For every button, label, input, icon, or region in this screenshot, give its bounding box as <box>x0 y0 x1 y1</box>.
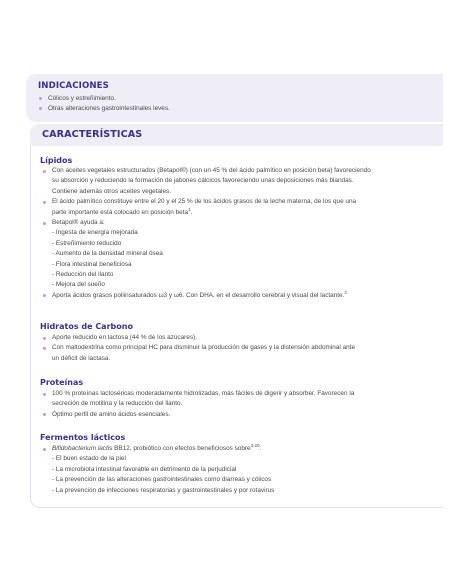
proteinas-block <box>40 389 440 420</box>
indicaciones-list <box>38 94 443 113</box>
lipidos-block <box>40 166 440 301</box>
lipidos-b2-l1: El ácido palmítico constituye entre el 20 y el 25 % de los ácidos grasos de la leche materna, de los que una <box>52 198 357 206</box>
list-item: Cólicos y estreñimiento. <box>38 94 443 104</box>
lipidos-b1-l1: Con aceites vegetales estructurados (Betapol®) (con un 45 % del ácido palmítico en posición beta) favoreciendo <box>52 167 371 174</box>
sub-item: - Estreñimiento reducido <box>52 239 122 247</box>
proteinas-b1-l2: secreción de motilina y la reducción del llanto. <box>52 400 183 408</box>
hidratos-block <box>40 333 440 364</box>
caracteristicas-header <box>30 124 443 146</box>
list-item: Óptimo perfil de amino ácidos esenciales. <box>40 410 440 420</box>
footnote-ref: 1 <box>188 206 191 212</box>
list-item: Aporte reducido en lactosa (44 % de los azúcares). <box>40 333 440 343</box>
sub-item: - Ingesta de energía mejorada <box>52 229 138 237</box>
proteinas-b1-l1: 100 % proteínas lactoséricas moderadamente hidrolizadas, más fáciles de digerir y absorber. Favorecen la <box>52 390 355 397</box>
fermentos-b1-rest: BB12, probiótico con efectos beneficiosos sobre <box>112 445 251 452</box>
sub-item: - Aumento de la densidad mineral ósea <box>52 250 163 258</box>
sub-item: - Mejora del sueño <box>52 281 105 289</box>
footnote-ref: 2 <box>344 289 347 295</box>
lipidos-b4: Aporta ácidos grasos poliinsaturados ω3 y ω6. Con DHA, en el desarrollo cerebral y visual del lactante. <box>52 291 345 299</box>
proteinas-title: Proteínas <box>40 378 84 387</box>
list-item <box>40 389 440 410</box>
fermentos-block <box>40 444 440 496</box>
fermentos-b1-end: : <box>259 445 262 452</box>
sub-item: - El buen estado de la piel <box>52 455 126 463</box>
lipidos-b2-end: . <box>190 208 193 216</box>
fermentos-title: Fermentos lácticos <box>40 433 126 442</box>
lipidos-b1-l3: Contiene además otros aceites vegetales. <box>52 187 172 195</box>
list-item <box>40 166 440 197</box>
list-item <box>40 197 440 218</box>
probiotic-name: Bifidobacterium lactis <box>52 445 113 452</box>
lipidos-b2-l2: parte importante está colocado en posición beta <box>52 208 189 216</box>
sub-item: - La prevención de infecciones respiratorias y gastrointestinales y por rotavirus <box>52 486 275 494</box>
sub-item: - Reducción del llanto <box>52 271 114 279</box>
indicaciones-panel <box>26 74 443 122</box>
lipidos-b1-l2: su absorción y reduciendo la formación de jabones cálcicos favoreciendo unas deposiciones más blandas. <box>52 177 354 185</box>
list-item <box>40 444 440 454</box>
sub-item: - La prevención de las alteraciones gastrointestinales como diarreas y cólicos <box>52 476 272 484</box>
caracteristicas-title: CARACTERÍSTICAS <box>42 129 143 140</box>
list-item: Otras alteraciones gastrointestinales leves. <box>38 104 443 114</box>
list-item: Betapol® ayuda a: <box>40 218 440 228</box>
sub-item: - Flora intestinal beneficiosa <box>52 260 132 268</box>
list-item <box>40 291 440 301</box>
indicaciones-title: INDICACIONES <box>38 81 109 91</box>
hidratos-title: Hidratos de Carbono <box>40 322 133 331</box>
lipidos-title: Lípidos <box>40 156 73 165</box>
footnote-ref: 3-20 <box>250 442 260 448</box>
list-item <box>40 343 440 364</box>
hidratos-b2-l2: un déficit de lactasa. <box>52 354 111 362</box>
sub-item: - La microbiota intestinal favorable en detrimento de la perjudicial <box>52 465 237 473</box>
hidratos-b2-l1: Con maltodextrina como principal HC para disminuir la producción de gases y la distensión abdominal ante <box>52 344 356 352</box>
